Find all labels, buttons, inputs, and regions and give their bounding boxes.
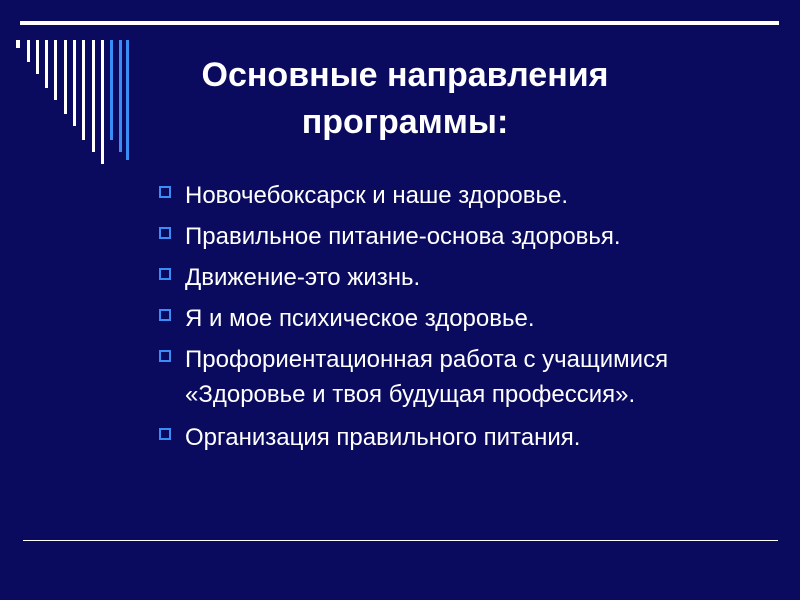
bullet-text: Правильное питание-основа здоровья. bbox=[185, 223, 621, 250]
slide-title-line-2: программы: bbox=[301, 103, 509, 141]
bullet-item bbox=[158, 301, 778, 336]
bullet-text: Организация правильного питания. bbox=[185, 424, 581, 451]
hollow-square-icon bbox=[159, 428, 171, 440]
slide-title bbox=[150, 52, 660, 146]
hollow-square-icon bbox=[159, 186, 171, 198]
bullet-text: Движение-это жизнь. bbox=[185, 264, 421, 291]
bullet-item bbox=[158, 219, 778, 254]
bullet-item bbox=[158, 342, 778, 412]
bullet-item bbox=[158, 420, 778, 455]
hollow-square-icon bbox=[159, 227, 171, 239]
bullet-item bbox=[158, 260, 778, 295]
bullet-list bbox=[158, 178, 778, 461]
bullet-text: Я и мое психическое здоровье. bbox=[185, 305, 535, 332]
hollow-square-icon bbox=[159, 350, 171, 362]
bullet-text: Новочебоксарск и наше здоровье. bbox=[185, 182, 569, 209]
bullet-text: Профориентационная работа с учащимися «Здоровье и твоя будущая профессия». bbox=[185, 346, 669, 408]
hollow-square-icon bbox=[159, 268, 171, 280]
slide-title-line-1: Основные направления bbox=[201, 56, 609, 94]
bullet-item bbox=[158, 178, 778, 213]
decorative-stripes bbox=[0, 0, 140, 170]
hollow-square-icon bbox=[159, 309, 171, 321]
bottom-divider bbox=[23, 540, 778, 541]
